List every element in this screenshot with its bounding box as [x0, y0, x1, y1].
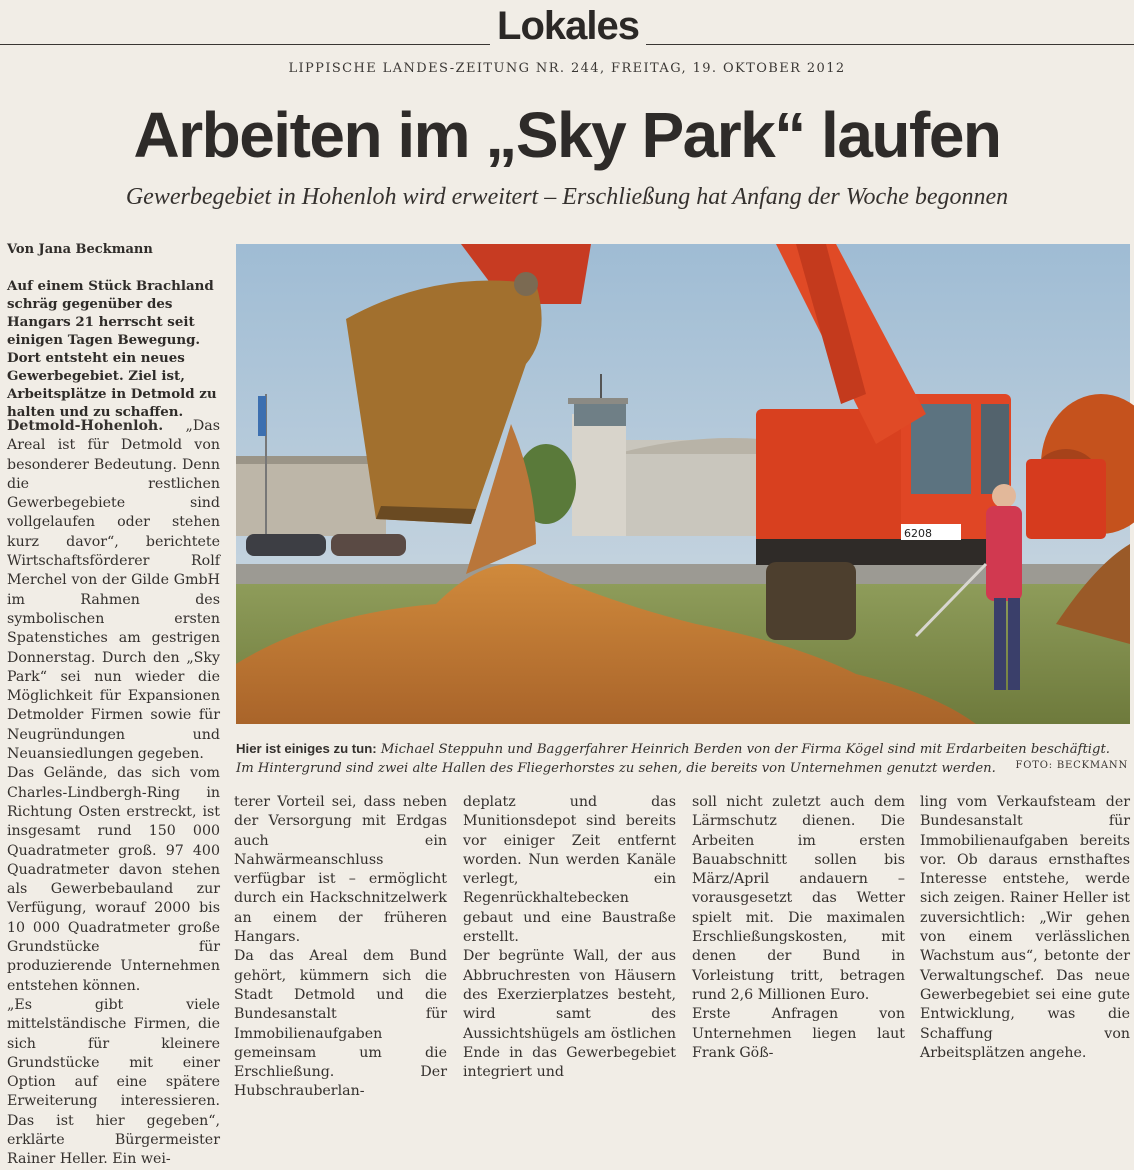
section-title: Lokales	[497, 4, 639, 48]
excavator-plate: 6208	[904, 527, 932, 540]
article-photo	[236, 244, 1130, 724]
header-rule-right	[646, 44, 1134, 45]
subheadline: Gewerbegebiet in Hohenloh wird erweitert – Erschließung hat Anfang der Woche begonnen	[125, 184, 1009, 210]
caption-text: Michael Steppuhn und Baggerfahrer Heinrich Berden von der Firma Kögel sind mit Erdarbeiten beschäftigt. Im Hintergrund sind zwei alte Hallen des Fliegerhorstes zu sehen, die bereits von Unternehmen genutzt werden.	[236, 742, 1110, 776]
article-column-1	[7, 417, 220, 1168]
article-column-4: soll nicht zuletzt auch dem Lärmschutz dienen. Die Arbeiten im ersten Bauabschnitt sollen bis März/April andauern – vorausgesetzt das Wetter spielt mit. Die maximalen Erschließungskosten, mit denen der Bund in Vorleistung tritt, betragen rund 2,6 Millionen Euro. Erste Anfragen von Unternehmen liegen laut Frank Göß-	[692, 794, 905, 1061]
column-1-text: „Das Areal ist für Detmold von besonderer Bedeutung. Denn die restlichen Gewerbegebiete sind vollgelaufen oder stehen kurz davor“, berichtete Wirtschaftsförderer Rolf Merchel von der Gilde GmbH im Rahmen des symbolischen ersten Spatenstiches am gestrigen Donnerstag. Durch den „Sky Park“ sei nun wieder die Möglichkeit für Expansionen Detmolder Firmen sowie für Neugründungen und Neuansiedlungen gegeben. Das Gelände, das sich vom Charles-Lindbergh-Ring in Richtung Osten erstreckt, ist insgesamt rund 150 000 Quadratmeter groß. 97 400 Quadratmeter davon stehen als Gewerbebauland zur Verfügung, worauf 2000 bis 10 000 Quadratmeter große Grundstücke für produzierende Unternehmen entstehen können. „Es gibt viele mittelständische Firmen, die sich für kleinere Grundstücke mit einer Option auf eine spätere Erweiterung interessieren. Das ist hier gegeben“, erklärte Bürgermeister Rainer Heller. Ein wei-	[7, 418, 220, 1168]
article-column-5: ling vom Verkaufsteam der Bundesanstalt für Immobilienaufgaben bereits vor. Ob daraus ernsthaftes Interesse entstehe, werde sich zeigen. Rainer Heller ist zuversichtlich: „Wir gehen von einem verlässlichen Wachstum aus“, betonte der Verwaltungschef. Das neue Gewerbegebiet sei eine gute Entwicklung, was die Schaffung von Arbeitsplätzen angehe.	[920, 794, 1130, 1061]
article-column-2: terer Vorteil sei, dass neben der Versorgung mit Erdgas auch ein Nahwärmeanschluss verfügbar ist – ermöglicht durch ein Hackschnitzelwerk an einem der früheren Hangars. Da das Areal dem Bund gehört, kümmern sich die Stadt Detmold und die Bundesanstalt für Immobilienaufgaben gemeinsam um die Erschließung. Der Hubschrauberlan-	[234, 794, 447, 1100]
dateline-place: Detmold-Hohenloh.	[7, 418, 164, 434]
caption-label: Hier ist einiges zu tun:	[236, 741, 377, 756]
photo-caption	[236, 739, 1130, 778]
dateline: LIPPISCHE LANDES-ZEITUNG NR. 244, FREITAG, 19. OKTOBER 2012	[288, 61, 846, 76]
headline: Arbeiten im „Sky Park“ laufen	[133, 99, 1001, 171]
article-lead: Auf einem Stück Brachland schräg gegenüber des Hangars 21 herrscht seit einigen Tagen Bewegung. Dort entsteht ein neues Gewerbegebiet. Ziel ist, Arbeitsplätze in Detmold zu halten und zu schaffen.	[7, 278, 217, 420]
byline: Von Jana Beckmann	[7, 242, 153, 257]
header-rule-left	[0, 44, 490, 45]
article-column-3: deplatz und das Munitionsdepot sind bereits vor einiger Zeit entfernt worden. Nun werden Kanäle verlegt, ein Regenrückhaltebecken gebaut und eine Baustraße erstellt. Der begrünte Wall, der aus Abbruchresten von Häusern des Exerzierplatzes besteht, wird samt des Aussichtshügels am östlichen Ende in das Gewerbegebiet integriert und	[463, 794, 676, 1081]
photo-credit: FOTO: BECKMANN	[1015, 760, 1128, 771]
